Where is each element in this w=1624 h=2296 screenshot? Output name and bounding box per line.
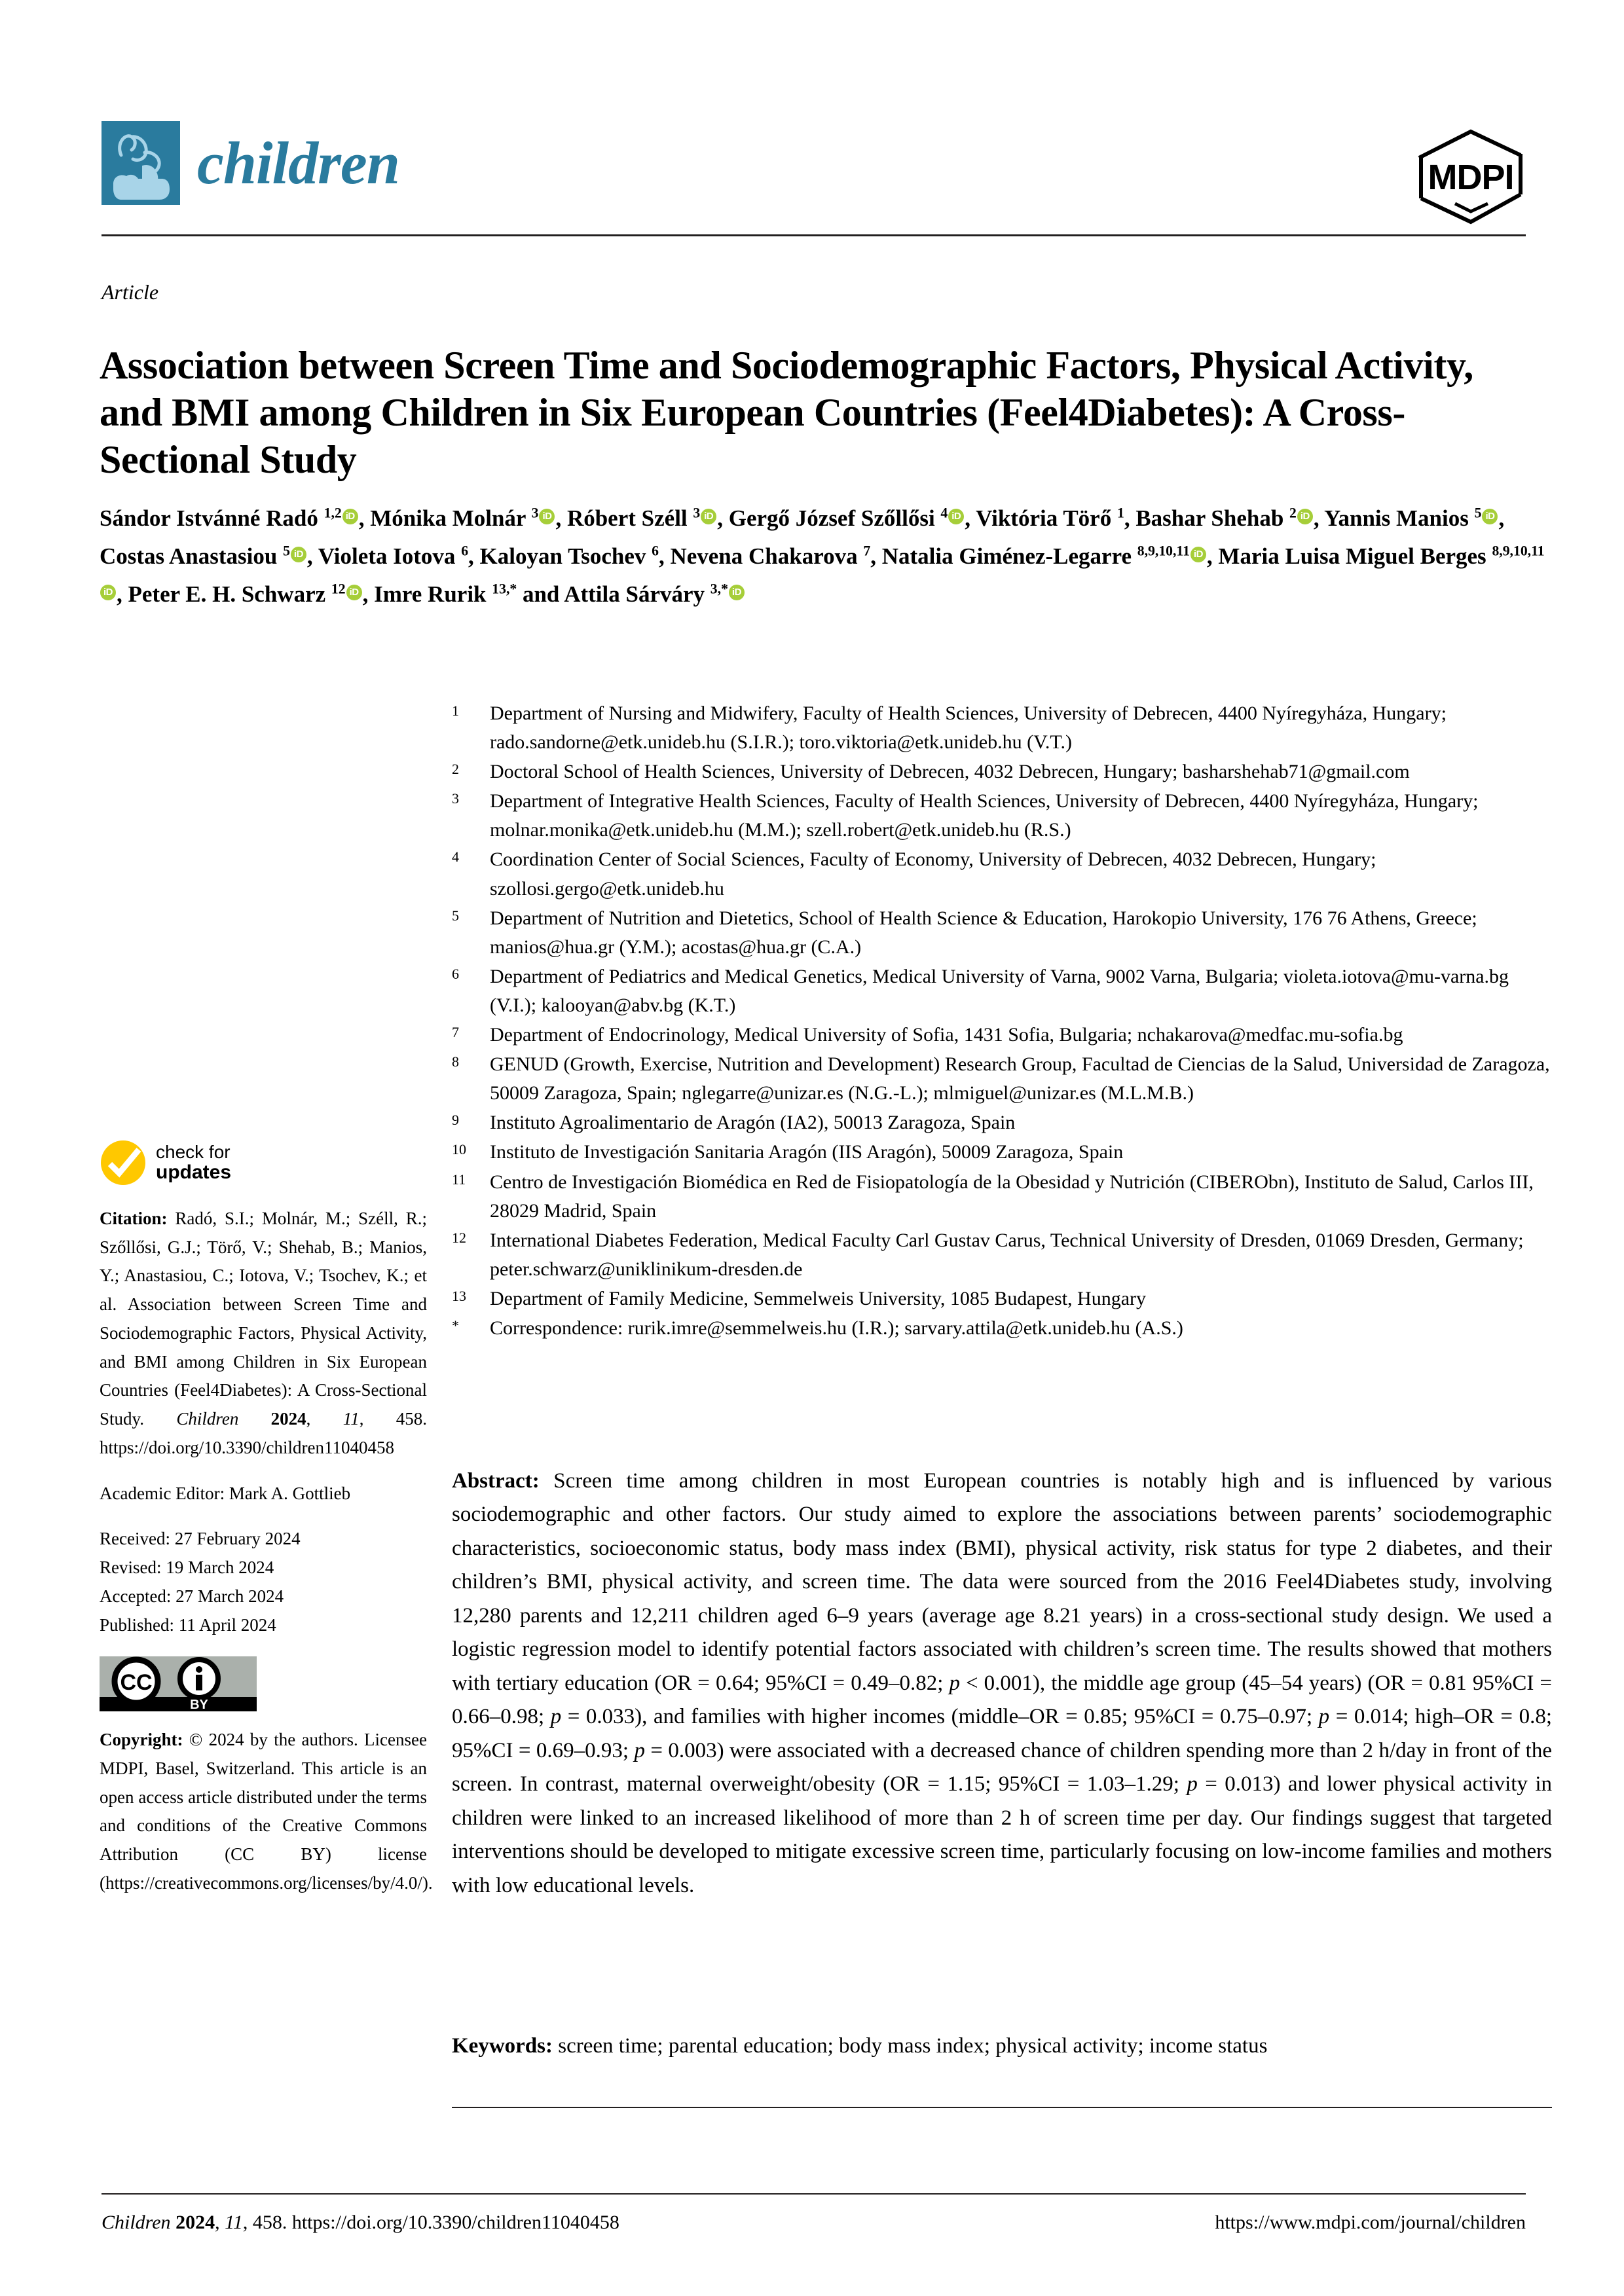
affiliation-text: Instituto Agroalimentario de Aragón (IA2), 50013 Zaragoza, Spain bbox=[490, 1112, 1016, 1134]
received-date: Received: 27 February 2024 bbox=[100, 1529, 301, 1549]
svg-text:CC: CC bbox=[120, 1670, 153, 1696]
affiliation-text: Department of Nutrition and Dietetics, School of Health Science & Education, Harokopio University, 176 76 Athens, Greece; manios@hua.gr (Y.M.); acostas@hua.gr (C.A.) bbox=[490, 907, 1477, 958]
affiliation-text: Doctoral School of Health Sciences, University of Debrecen, 4032 Debrecen, Hungary; basharshehab71@gmail.com bbox=[490, 761, 1410, 783]
correspondence-marker: * bbox=[452, 1317, 459, 1334]
affiliation-marker: 1 bbox=[452, 702, 459, 719]
published-date: Published: 11 April 2024 bbox=[100, 1614, 276, 1635]
affiliation-text: Coordination Center of Social Sciences, Faculty of Economy, University of Debrecen, 4032 Debrecen, Hungary; szollosi.gergo@etk.unideb.hu bbox=[490, 848, 1376, 900]
affiliation-marker: 10 bbox=[452, 1141, 466, 1158]
crossmark-label bbox=[156, 1142, 231, 1184]
author-list: Sándor Istvánné Radó $^{1,2}$ iD , Mónika Molnár $^3$ iD , Róbert Széll $^3$ iD , Gergő József Szőllősi $^4$ iD , Viktória Törő $^1$, Bashar Shehab $^2$ iD , Yannis Manios $^5$ iD , Costas Anastasiou $^5$ iD , Violeta Iotova $^6$, Kaloyan Tsochev $^6$, Nevena Chakarova $^7$, Natalia Giménez-Legarre $^{8,9,10,11}$ iD , Maria Luisa Miguel Berges $^{8,9,10,11}$iD , Peter E. H. Schwarz $^{12}$ iD , Imre Rurik $^{13,*}$ and Attila Sárváry $^{3,*}$ iD bbox=[100, 505, 1545, 608]
affiliation-marker: 4 bbox=[452, 848, 459, 866]
copyright-block: Copyright: © 2024 by the authors. Licensee MDPI, Basel, Switzerland. This article is an open access article distributed under the terms and conditions of the Creative Commons Attribution (CC BY) license (https://creativecommons.org/licenses/by/4.0/). bbox=[100, 1730, 433, 1893]
correspondence-item bbox=[452, 1314, 1552, 1343]
affiliation-item bbox=[452, 1226, 1552, 1284]
affiliation-text: Centro de Investigación Biomédica en Red de Fisiopatología de la Obesidad y Nutrición (CIBERObn), Instituto de Salud, Carlos III, 28029 Madrid, Spain bbox=[490, 1171, 1534, 1222]
svg-text:MDPI: MDPI bbox=[1428, 158, 1514, 197]
affiliation-item bbox=[452, 845, 1552, 903]
affiliation-marker: 6 bbox=[452, 965, 459, 982]
affiliation-marker: 12 bbox=[452, 1229, 466, 1246]
affiliation-item bbox=[452, 1108, 1552, 1137]
journal-brand bbox=[101, 121, 399, 205]
affiliation-text: GENUD (Growth, Exercise, Nutrition and Development) Research Group, Facultad de Ciencias de la Salud, Universidad de Zaragoza, 50009 Zaragoza, Spain; nglegarre@unizar.es (N.G.-L.); mlmiguel@unizar.es (M.L.M.B.) bbox=[490, 1053, 1550, 1104]
affiliation-text: Department of Endocrinology, Medical University of Sofia, 1431 Sofia, Bulgaria; nchakarova@medfac.mu-sofia.bg bbox=[490, 1024, 1403, 1046]
correspondence-text: Correspondence: rurik.imre@semmelweis.hu (I.R.); sarvary.attila@etk.unideb.hu (A.S.) bbox=[490, 1317, 1183, 1339]
affiliation-item bbox=[452, 699, 1552, 757]
keywords-section: Keywords: screen time; parental education; body mass index; physical activity; income status bbox=[452, 2034, 1268, 2058]
affiliation-marker: 7 bbox=[452, 1024, 459, 1041]
affiliation-item bbox=[452, 1285, 1552, 1313]
affiliation-marker: 13 bbox=[452, 1287, 466, 1304]
affiliation-list bbox=[452, 699, 1552, 1343]
crossmark-line1: check for bbox=[156, 1141, 231, 1162]
affiliation-item bbox=[452, 757, 1552, 786]
affiliation-marker: 9 bbox=[452, 1112, 459, 1129]
affiliation-item bbox=[452, 1050, 1552, 1108]
check-circle-icon bbox=[100, 1139, 147, 1186]
svg-text:BY: BY bbox=[190, 1698, 208, 1712]
crossmark-line2: updates bbox=[156, 1161, 232, 1183]
creative-commons-by-icon[interactable] bbox=[100, 1656, 257, 1711]
publication-dates bbox=[100, 1525, 427, 1639]
affiliation-item bbox=[452, 1021, 1552, 1049]
academic-editor: Academic Editor: Mark A. Gottlieb bbox=[100, 1483, 351, 1503]
page-footer bbox=[101, 2212, 1526, 2234]
abstract-section: Abstract: Screen time among children in most European countries is notably high and is influenced by various sociodemographic and other factors. Our study aimed to explore the associations between parents’ sociodemographic characteristics, socioeconomic status, body mass index (BMI), physical activity, risk status for type 2 diabetes, and their children’s BMI, physical activity, and screen time. The data were sourced from the 2016 Feel4Diabetes study, involving 12,280 parents and 12,211 children aged 6–9 years (average age 8.21 years) in a cross-sectional study design. We used a logistic regression model to identify potential factors associated with children’s screen time. The results showed that mothers with tertiary education (OR = 0.64; 95%CI = 0.49–0.82; p < 0.001), the middle age group (45–54 years) (OR = 0.81 95%CI = 0.66–0.98; p = 0.033), and families with higher incomes (middle–OR = 0.85; 95%CI = 0.75–0.97; p = 0.014; high–OR = 0.8; 95%CI = 0.69–0.93; p = 0.003) were associated with a decreased chance of children spending more than 2 h/day in front of the screen. In contrast, maternal overweight/obesity (OR = 1.15; 95%CI = 1.03–1.29; p = 0.013) and lower physical activity in children were linked to an increased likelihood of more than 2 h of screen time per day. Our findings suggest that targeted interventions should be developed to mitigate excessive screen time, particularly focusing on low-income families and mothers with low educational levels. bbox=[452, 1469, 1553, 1897]
citation-block: Citation: Radó, S.I.; Molnár, M.; Széll, R.; Szőllősi, G.J.; Törő, V.; Shehab, B.; Manios, Y.; Anastasiou, C.; Iotova, V.; Tsochev, K.; et al. Association between Screen Time and Sociodemographic Factors, Physical Activity, and BMI among Children in Six European Countries (Feel4Diabetes): A Cross-Sectional Study. Children 2024, 11, 458. https://doi.org/10.3390/children11040458 bbox=[100, 1209, 428, 1457]
abstract-divider bbox=[452, 2107, 1552, 2108]
affiliation-text: Department of Pediatrics and Medical Genetics, Medical University of Varna, 9002 Varna, Bulgaria; violeta.iotova@mu-varna.bg (V.I.); kalooyan@abv.bg (K.T.) bbox=[490, 965, 1509, 1016]
journal-title: children bbox=[197, 130, 399, 196]
affiliation-marker: 8 bbox=[452, 1053, 459, 1070]
affiliation-marker: 11 bbox=[452, 1171, 466, 1188]
footer-divider bbox=[101, 2193, 1526, 2195]
article-type-label: Article bbox=[101, 280, 159, 304]
affiliation-item bbox=[452, 962, 1552, 1020]
footer-journal-url[interactable]: https://www.mdpi.com/journal/children bbox=[1215, 2212, 1526, 2233]
accepted-date: Accepted: 27 March 2024 bbox=[100, 1586, 284, 1606]
affiliation-marker: 3 bbox=[452, 790, 459, 807]
affiliation-text: Department of Family Medicine, Semmelweis University, 1085 Budapest, Hungary bbox=[490, 1287, 1147, 1309]
baby-stethoscope-icon bbox=[101, 121, 180, 205]
affiliation-text: International Diabetes Federation, Medical Faculty Carl Gustav Carus, Technical University of Dresden, 01069 Dresden, Germany; peter.schwarz@uniklinikum-dresden.de bbox=[490, 1229, 1524, 1280]
affiliation-item bbox=[452, 1138, 1552, 1167]
affiliation-item bbox=[452, 787, 1552, 845]
affiliation-marker: 2 bbox=[452, 761, 459, 778]
affiliation-item bbox=[452, 904, 1552, 962]
header-divider bbox=[101, 234, 1526, 236]
crossmark-badge[interactable] bbox=[100, 1139, 427, 1186]
revised-date: Revised: 19 March 2024 bbox=[100, 1558, 274, 1578]
affiliation-text: Instituto de Investigación Sanitaria Aragón (IIS Aragón), 50009 Zaragoza, Spain bbox=[490, 1141, 1124, 1163]
affiliation-marker: 5 bbox=[452, 907, 459, 924]
footer-citation: Children 2024, 11, 458. https://doi.org/10.3390/children11040458 bbox=[101, 2212, 619, 2233]
affiliation-text: Department of Integrative Health Sciences, Faculty of Health Sciences, University of Debrecen, 4400 Nyíregyháza, Hungary; molnar.monika@etk.unideb.hu (M.M.); szell.robert@etk.unideb.hu (R.S.) bbox=[490, 790, 1479, 841]
mdpi-logo bbox=[1416, 126, 1526, 225]
page-header bbox=[101, 121, 1526, 236]
affiliation-item bbox=[452, 1168, 1552, 1226]
sidebar bbox=[100, 1139, 433, 1915]
affiliation-text: Department of Nursing and Midwifery, Faculty of Health Sciences, University of Debrecen, 4400 Nyíregyháza, Hungary; rado.sandorne@etk.unideb.hu (S.I.R.); toro.viktoria@etk.unideb.hu (V.T.) bbox=[490, 702, 1447, 754]
page-title: Association between Screen Time and Sociodemographic Factors, Physical Activity, and BMI among Children in Six European Countries (Feel4Diabetes): A Cross-Sectional Study bbox=[100, 344, 1473, 482]
